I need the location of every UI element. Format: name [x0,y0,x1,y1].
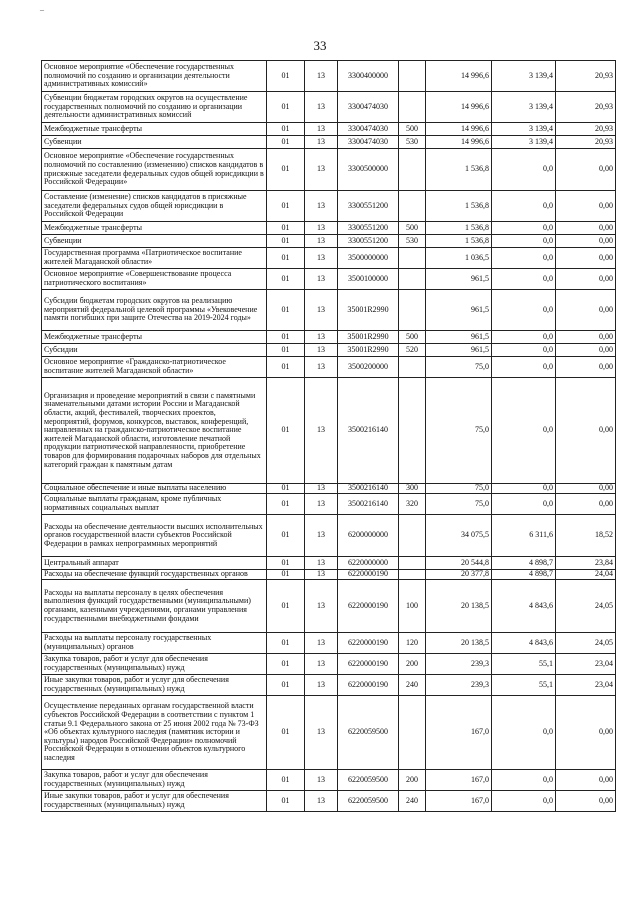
cell-plan-amount: 14 996,6 [426,92,492,123]
cell-actual-amount: 4 843,6 [492,633,556,654]
table-row [42,654,616,675]
cell-section: 01 [267,235,305,248]
cell-plan-amount: 20 138,5 [426,580,492,633]
table-row [42,484,616,494]
cell-actual-amount: 0,0 [492,378,556,484]
cell-name: Субвенции [42,235,267,248]
cell-name: Государственная программа «Патриотическое воспитание жителей Магаданской области» [42,248,267,269]
cell-actual-amount: 3 139,4 [492,92,556,123]
cell-percent: 0,00 [556,235,616,248]
cell-section: 01 [267,123,305,136]
cell-name: Социальные выплаты гражданам, кроме публичных нормативных социальных выплат [42,494,267,515]
cell-plan-amount: 34 075,5 [426,515,492,557]
cell-plan-amount: 20 377,8 [426,570,492,580]
cell-percent: 20,93 [556,61,616,92]
cell-subsection: 13 [305,269,338,290]
cell-target-article: 3500216140 [338,494,399,515]
cell-name: Основное мероприятие «Обеспечение государственных полномочий по созданию и организации деятельности административных комиссий» [42,61,267,92]
cell-subsection: 13 [305,654,338,675]
cell-plan-amount: 75,0 [426,378,492,484]
cell-actual-amount: 3 139,4 [492,123,556,136]
cell-target-article: 3300551200 [338,235,399,248]
cell-percent: 0,00 [556,269,616,290]
cell-section: 01 [267,791,305,812]
table-body [42,61,616,812]
cell-subsection: 13 [305,484,338,494]
cell-percent: 23,04 [556,675,616,696]
cell-name: Основное мероприятие «Гражданско-патриотическое воспитание жителей Магаданской области» [42,357,267,378]
cell-percent: 0,00 [556,149,616,191]
cell-percent: 18,52 [556,515,616,557]
cell-expense-type: 300 [399,484,426,494]
corner-mark: – [40,5,44,14]
cell-expense-type [399,290,426,331]
cell-section: 01 [267,61,305,92]
cell-name: Составление (изменение) списков кандидатов в присяжные заседатели федеральных судов общей юрисдикции в Российской Федерации [42,191,267,222]
cell-section: 01 [267,580,305,633]
cell-subsection: 13 [305,290,338,331]
cell-subsection: 13 [305,248,338,269]
table-row [42,494,616,515]
cell-plan-amount: 961,5 [426,344,492,357]
cell-expense-type [399,61,426,92]
cell-expense-type [399,191,426,222]
cell-actual-amount: 4 898,7 [492,557,556,570]
cell-percent: 0,00 [556,344,616,357]
cell-percent: 0,00 [556,484,616,494]
cell-subsection: 13 [305,770,338,791]
cell-target-article: 6220000190 [338,580,399,633]
table-row [42,357,616,378]
cell-subsection: 13 [305,570,338,580]
table-row [42,770,616,791]
cell-target-article: 35001R2990 [338,290,399,331]
cell-section: 01 [267,248,305,269]
cell-section: 01 [267,290,305,331]
cell-name: Расходы на обеспечение функций государственных органов [42,570,267,580]
cell-target-article: 6220059500 [338,791,399,812]
table-row [42,633,616,654]
cell-subsection: 13 [305,675,338,696]
cell-actual-amount: 0,0 [492,791,556,812]
cell-expense-type [399,357,426,378]
cell-plan-amount: 75,0 [426,357,492,378]
cell-target-article: 3300474030 [338,92,399,123]
cell-name: Центральный аппарат [42,557,267,570]
cell-expense-type [399,378,426,484]
cell-section: 01 [267,515,305,557]
cell-name: Межбюджетные трансферты [42,123,267,136]
cell-actual-amount: 0,0 [492,290,556,331]
cell-section: 01 [267,675,305,696]
cell-plan-amount: 20 138,5 [426,633,492,654]
cell-expense-type: 520 [399,344,426,357]
cell-actual-amount: 0,0 [492,222,556,235]
cell-subsection: 13 [305,344,338,357]
cell-subsection: 13 [305,791,338,812]
cell-percent: 20,93 [556,92,616,123]
cell-percent: 0,00 [556,494,616,515]
cell-plan-amount: 14 996,6 [426,123,492,136]
cell-plan-amount: 239,3 [426,675,492,696]
cell-name: Осуществление переданных органам государственной власти субъектов Российской Федерации в соответствии с пунктом 1 статьи 9.1 Федерального закона от 25 июня 2002 года № 73-ФЗ «Об объектах культурного наследия (памятник истории и культуры) народов Российской Федерации» полномочий Российской Федерации в отношении объектов культурного наследия [42,696,267,770]
cell-target-article: 3500216140 [338,484,399,494]
table-row [42,675,616,696]
cell-plan-amount: 14 996,6 [426,136,492,149]
cell-section: 01 [267,149,305,191]
cell-subsection: 13 [305,696,338,770]
cell-percent: 0,00 [556,357,616,378]
table-row [42,378,616,484]
cell-section: 01 [267,557,305,570]
cell-percent: 0,00 [556,378,616,484]
cell-section: 01 [267,357,305,378]
cell-target-article: 35001R2990 [338,331,399,344]
cell-target-article: 6220059500 [338,696,399,770]
cell-expense-type: 530 [399,235,426,248]
cell-name: Субсидии [42,344,267,357]
cell-target-article: 6220000190 [338,654,399,675]
cell-actual-amount: 0,0 [492,269,556,290]
cell-expense-type: 530 [399,136,426,149]
cell-target-article: 3300474030 [338,136,399,149]
cell-actual-amount: 0,0 [492,235,556,248]
cell-subsection: 13 [305,123,338,136]
cell-name: Расходы на выплаты персоналу государственных (муниципальных) органов [42,633,267,654]
cell-section: 01 [267,344,305,357]
table-row [42,580,616,633]
cell-target-article: 3300551200 [338,222,399,235]
cell-target-article: 6220000000 [338,557,399,570]
cell-actual-amount: 4 843,6 [492,580,556,633]
cell-subsection: 13 [305,191,338,222]
table-row [42,269,616,290]
table-row [42,248,616,269]
cell-name: Закупка товаров, работ и услуг для обеспечения государственных (муниципальных) нужд [42,770,267,791]
cell-expense-type: 100 [399,580,426,633]
cell-target-article: 6220000190 [338,633,399,654]
cell-section: 01 [267,269,305,290]
cell-expense-type: 200 [399,654,426,675]
cell-expense-type: 500 [399,123,426,136]
cell-actual-amount: 4 898,7 [492,570,556,580]
cell-target-article: 3300400000 [338,61,399,92]
cell-actual-amount: 3 139,4 [492,61,556,92]
cell-expense-type: 500 [399,222,426,235]
cell-subsection: 13 [305,357,338,378]
cell-section: 01 [267,654,305,675]
cell-name: Основное мероприятие «Обеспечение государственных полномочий по составлению (изменению) списков кандидатов в присяжные заседатели федеральных судов общей юрисдикции в Российской Федерации» [42,149,267,191]
cell-percent: 20,93 [556,123,616,136]
cell-subsection: 13 [305,633,338,654]
cell-name: Иные закупки товаров, работ и услуг для обеспечения государственных (муниципальных) нужд [42,675,267,696]
cell-percent: 0,00 [556,791,616,812]
cell-subsection: 13 [305,222,338,235]
table-row [42,696,616,770]
cell-expense-type: 200 [399,770,426,791]
cell-percent: 0,00 [556,290,616,331]
cell-actual-amount: 0,0 [492,357,556,378]
cell-plan-amount: 1 036,5 [426,248,492,269]
cell-actual-amount: 0,0 [492,191,556,222]
cell-target-article: 3300474030 [338,123,399,136]
table-row [42,331,616,344]
cell-subsection: 13 [305,331,338,344]
cell-actual-amount: 55,1 [492,654,556,675]
table-row [42,557,616,570]
cell-section: 01 [267,378,305,484]
cell-plan-amount: 1 536,8 [426,149,492,191]
cell-name: Организация и проведение мероприятий в связи с памятными знаменательными датами истории России и Магаданской области, акций, фестивалей, творческих проектов, мероприятий, форумов, конкурсов, выставок, конференций, направленных на гражданско-патриотическое воспитание жителей Магаданской области, изготовление печатной продукции патриотической направленности, приобретение товаров для формирования подарочных наборов для отдельных категорий граждан к памятным датам [42,378,267,484]
table-row [42,92,616,123]
cell-plan-amount: 75,0 [426,494,492,515]
cell-actual-amount: 0,0 [492,696,556,770]
cell-plan-amount: 167,0 [426,791,492,812]
cell-section: 01 [267,633,305,654]
cell-target-article: 3300551200 [338,191,399,222]
cell-actual-amount: 0,0 [492,484,556,494]
cell-plan-amount: 961,5 [426,290,492,331]
cell-subsection: 13 [305,580,338,633]
cell-plan-amount: 167,0 [426,696,492,770]
cell-actual-amount: 0,0 [492,344,556,357]
cell-target-article: 6220000190 [338,570,399,580]
page-number: 33 [313,38,327,53]
cell-actual-amount: 0,0 [492,331,556,344]
cell-name: Основное мероприятие «Совершенствование процесса патриотического воспитания» [42,269,267,290]
cell-section: 01 [267,770,305,791]
cell-section: 01 [267,570,305,580]
cell-name: Субвенции [42,136,267,149]
cell-section: 01 [267,331,305,344]
cell-target-article: 3500216140 [338,378,399,484]
cell-plan-amount: 20 544,8 [426,557,492,570]
cell-actual-amount: 0,0 [492,149,556,191]
table-row [42,344,616,357]
budget-table [41,60,616,812]
cell-name: Расходы на выплаты персоналу в целях обеспечения выполнения функций государственными (муниципальными) органами, казенными учреждениями, органами управления государственными внебюджетными фондами [42,580,267,633]
cell-expense-type [399,149,426,191]
cell-percent: 23,04 [556,654,616,675]
cell-subsection: 13 [305,149,338,191]
cell-subsection: 13 [305,136,338,149]
cell-expense-type: 240 [399,791,426,812]
cell-expense-type: 320 [399,494,426,515]
cell-expense-type [399,557,426,570]
cell-percent: 0,00 [556,770,616,791]
table-row [42,61,616,92]
cell-expense-type [399,515,426,557]
table-row [42,123,616,136]
cell-actual-amount: 0,0 [492,248,556,269]
cell-percent: 0,00 [556,331,616,344]
cell-name: Иные закупки товаров, работ и услуг для обеспечения государственных (муниципальных) нужд [42,791,267,812]
cell-percent: 24,04 [556,570,616,580]
cell-expense-type [399,269,426,290]
table-row [42,290,616,331]
cell-section: 01 [267,222,305,235]
cell-name: Социальное обеспечение и иные выплаты населению [42,484,267,494]
cell-target-article: 35001R2990 [338,344,399,357]
cell-subsection: 13 [305,494,338,515]
cell-actual-amount: 6 311,6 [492,515,556,557]
table-row [42,515,616,557]
cell-expense-type [399,92,426,123]
cell-expense-type [399,696,426,770]
cell-section: 01 [267,136,305,149]
cell-percent: 0,00 [556,696,616,770]
cell-target-article: 3300500000 [338,149,399,191]
cell-plan-amount: 239,3 [426,654,492,675]
cell-name: Межбюджетные трансферты [42,331,267,344]
cell-name: Межбюджетные трансферты [42,222,267,235]
cell-section: 01 [267,191,305,222]
cell-percent: 20,93 [556,136,616,149]
cell-target-article: 3500000000 [338,248,399,269]
cell-name: Закупка товаров, работ и услуг для обеспечения государственных (муниципальных) нужд [42,654,267,675]
cell-actual-amount: 55,1 [492,675,556,696]
cell-name: Расходы на обеспечение деятельности высших исполнительных органов государственной власти субъектов Российской Федерации в рамках непрограммных мероприятий [42,515,267,557]
cell-target-article: 3500100000 [338,269,399,290]
cell-target-article: 3500200000 [338,357,399,378]
cell-plan-amount: 1 536,8 [426,222,492,235]
cell-plan-amount: 1 536,8 [426,191,492,222]
cell-percent: 0,00 [556,248,616,269]
cell-expense-type [399,570,426,580]
cell-subsection: 13 [305,92,338,123]
cell-percent: 24,05 [556,633,616,654]
table-row [42,570,616,580]
cell-subsection: 13 [305,515,338,557]
cell-percent: 24,05 [556,580,616,633]
table-row [42,136,616,149]
cell-section: 01 [267,696,305,770]
cell-expense-type: 120 [399,633,426,654]
cell-expense-type: 240 [399,675,426,696]
cell-plan-amount: 14 996,6 [426,61,492,92]
table-row [42,791,616,812]
cell-subsection: 13 [305,378,338,484]
cell-plan-amount: 167,0 [426,770,492,791]
cell-section: 01 [267,484,305,494]
cell-percent: 23,84 [556,557,616,570]
cell-plan-amount: 75,0 [426,484,492,494]
cell-percent: 0,00 [556,222,616,235]
table-row [42,235,616,248]
cell-plan-amount: 961,5 [426,269,492,290]
cell-name: Субсидии бюджетам городских округов на реализацию мероприятий федеральной целевой программы «Увековечение памяти погибших при защите Отечества на 2019-2024 годы» [42,290,267,331]
cell-subsection: 13 [305,61,338,92]
cell-target-article: 6220059500 [338,770,399,791]
cell-actual-amount: 3 139,4 [492,136,556,149]
cell-name: Субвенции бюджетам городских округов на осуществление государственных полномочий по созданию и организации деятельности административных комиссий [42,92,267,123]
cell-actual-amount: 0,0 [492,770,556,791]
cell-subsection: 13 [305,557,338,570]
cell-expense-type [399,248,426,269]
cell-percent: 0,00 [556,191,616,222]
cell-section: 01 [267,494,305,515]
cell-target-article: 6220000190 [338,675,399,696]
table-row [42,222,616,235]
cell-subsection: 13 [305,235,338,248]
cell-section: 01 [267,92,305,123]
cell-target-article: 6200000000 [338,515,399,557]
table-row [42,191,616,222]
cell-expense-type: 500 [399,331,426,344]
cell-plan-amount: 1 536,8 [426,235,492,248]
table-row [42,149,616,191]
cell-actual-amount: 0,0 [492,494,556,515]
cell-plan-amount: 961,5 [426,331,492,344]
